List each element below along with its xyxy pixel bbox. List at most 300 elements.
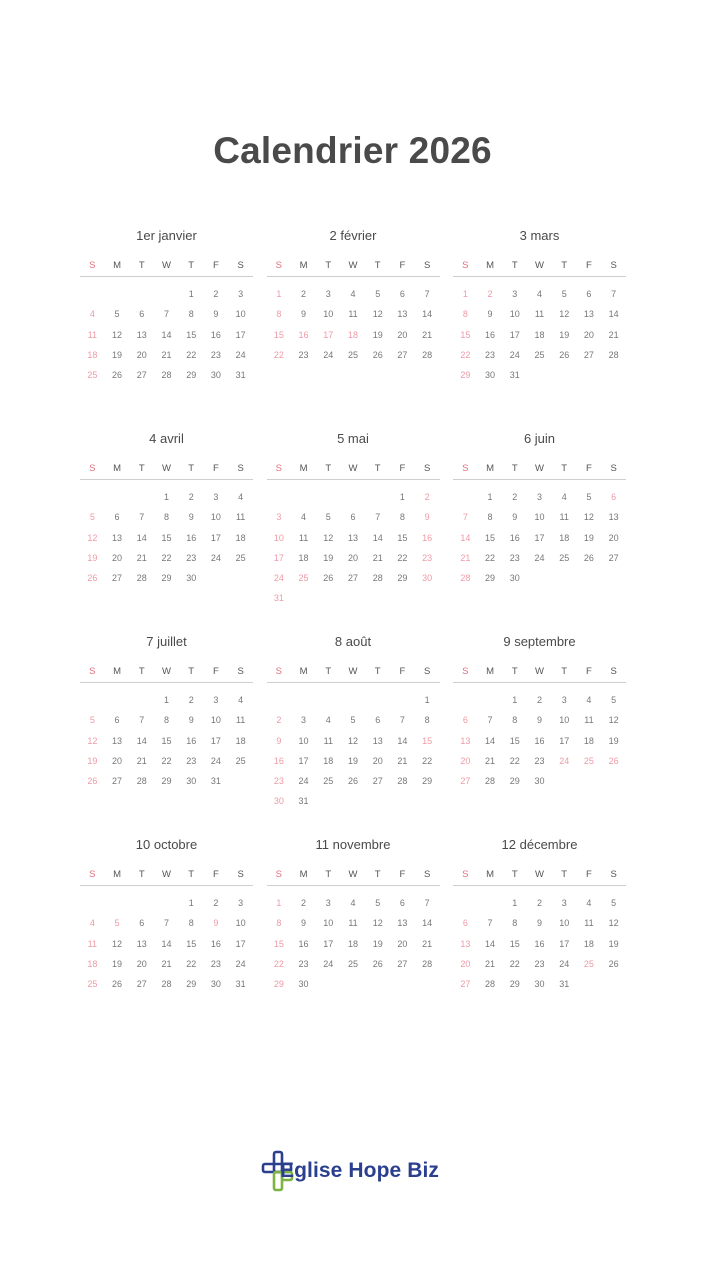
day-cell: 21 (372, 552, 383, 563)
day-cell: 22 (161, 552, 172, 563)
day-cell: 14 (161, 938, 172, 949)
day-cell: 13 (460, 735, 471, 746)
day-cell: 4 (238, 695, 244, 705)
day-cell: 4 (536, 289, 542, 299)
day-cell: 7 (611, 289, 617, 299)
day-cell: 22 (485, 552, 496, 563)
weekday-label: T (374, 869, 381, 880)
day-cell: 16 (534, 938, 545, 949)
day-cell: 24 (323, 958, 334, 969)
day-cell: 15 (161, 735, 172, 746)
day-cell: 27 (372, 776, 383, 787)
day-cell: 7 (399, 715, 405, 726)
weekday-label: S (237, 260, 244, 271)
weekday-label: T (138, 260, 145, 271)
day-cell: 1 (276, 289, 282, 299)
weekday-label: S (610, 869, 617, 880)
day-cell: 1 (163, 492, 169, 502)
day-cell: 29 (460, 370, 471, 381)
day-cell: 10 (235, 309, 246, 320)
day-cell: 6 (375, 715, 381, 726)
day-cell: 12 (87, 735, 98, 746)
weekday-label: M (486, 260, 495, 271)
day-cell: 29 (186, 979, 197, 990)
day-cell: 11 (87, 329, 98, 340)
empty-day (80, 284, 105, 304)
day-grid (453, 690, 626, 791)
day-cell: 23 (210, 958, 221, 969)
weekday-header (267, 662, 440, 683)
day-cell: 17 (210, 532, 221, 543)
weekday-label: T (511, 463, 518, 474)
day-cell: 17 (298, 755, 309, 766)
weekday-label: W (348, 260, 358, 271)
day-cell: 18 (235, 735, 246, 746)
empty-day (341, 690, 366, 710)
weekday-label: M (486, 463, 495, 474)
day-cell: 6 (114, 715, 120, 726)
day-cell: 26 (372, 349, 383, 360)
day-cell: 1 (163, 695, 169, 705)
weekday-label: F (399, 869, 406, 880)
day-cell: 16 (210, 938, 221, 949)
day-cell: 7 (139, 512, 145, 523)
day-cell: 8 (487, 512, 493, 523)
weekday-label: F (399, 260, 406, 271)
weekday-label: S (462, 666, 469, 677)
day-cell: 28 (397, 776, 408, 787)
weekday-label: T (561, 463, 568, 474)
day-cell: 29 (273, 979, 284, 990)
day-cell: 25 (235, 755, 246, 766)
day-cell: 22 (186, 958, 197, 969)
day-cell: 2 (276, 715, 282, 726)
weekday-label: S (275, 869, 283, 880)
day-cell: 26 (608, 958, 619, 969)
month-title: 8 août (334, 634, 372, 649)
day-cell: 26 (583, 552, 594, 563)
day-cell: 3 (561, 898, 567, 908)
day-cell: 17 (509, 329, 520, 340)
day-cell: 22 (273, 349, 284, 360)
day-cell: 9 (424, 512, 430, 523)
day-cell: 30 (210, 979, 221, 990)
day-cell: 28 (372, 573, 383, 584)
day-cell: 16 (509, 532, 520, 543)
day-cell: 20 (460, 755, 471, 766)
day-cell: 25 (534, 349, 545, 360)
empty-day (390, 690, 415, 710)
day-cell: 13 (608, 512, 619, 523)
weekday-label: M (299, 463, 308, 474)
day-grid (80, 284, 253, 385)
empty-day (105, 690, 130, 710)
day-cell: 20 (136, 349, 147, 360)
weekday-label: T (511, 666, 518, 677)
day-cell: 22 (509, 755, 520, 766)
day-cell: 1 (462, 289, 468, 299)
day-cell: 15 (273, 938, 284, 949)
brand-name: Eglise Hope Biz (280, 1159, 440, 1182)
day-cell: 18 (235, 532, 246, 543)
day-cell: 30 (298, 979, 309, 990)
day-cell: 6 (462, 715, 468, 726)
day-cell: 12 (583, 512, 594, 523)
day-cell: 13 (112, 735, 123, 746)
day-cell: 19 (87, 755, 98, 766)
day-cell: 4 (350, 898, 356, 908)
day-cell: 20 (397, 938, 408, 949)
day-cell: 18 (534, 329, 545, 340)
day-cell: 1 (188, 289, 194, 299)
weekday-label: F (586, 869, 592, 880)
day-cell: 28 (161, 979, 172, 990)
day-cell: 12 (608, 715, 619, 726)
weekday-label: F (586, 463, 592, 474)
day-cell: 14 (608, 309, 619, 320)
day-cell: 16 (485, 329, 496, 340)
day-grid (453, 893, 626, 994)
months-grid (80, 226, 626, 1038)
day-cell: 31 (235, 979, 246, 990)
weekday-label: S (89, 666, 96, 677)
day-cell: 25 (323, 776, 334, 787)
day-cell: 27 (608, 552, 619, 563)
day-cell: 3 (213, 492, 219, 502)
month-title: 2 février (329, 228, 377, 243)
empty-day (316, 487, 341, 507)
weekday-label: T (511, 260, 518, 271)
day-cell: 21 (422, 329, 433, 340)
day-grid (267, 893, 440, 994)
weekday-label: W (348, 869, 358, 880)
day-cell: 21 (608, 329, 619, 340)
month-4 (80, 429, 253, 632)
weekday-label: F (213, 260, 219, 271)
day-cell: 28 (136, 573, 147, 584)
day-cell: 2 (213, 289, 219, 299)
weekday-label: S (423, 260, 431, 271)
weekday-label: F (213, 869, 219, 880)
empty-day (154, 284, 179, 304)
day-cell: 1 (399, 492, 405, 502)
day-cell: 5 (325, 512, 331, 523)
day-grid (80, 690, 253, 791)
day-cell: 7 (163, 918, 169, 929)
day-cell: 10 (210, 715, 221, 726)
empty-day (80, 690, 105, 710)
weekday-label: T (138, 463, 145, 474)
weekday-label: F (213, 463, 219, 474)
day-cell: 31 (298, 796, 309, 807)
day-cell: 14 (485, 735, 496, 746)
day-cell: 21 (161, 349, 172, 360)
weekday-label: F (213, 666, 219, 677)
weekday-label: W (535, 260, 544, 271)
day-cell: 23 (298, 958, 309, 969)
day-cell: 20 (372, 755, 383, 766)
day-cell: 10 (323, 918, 334, 929)
day-cell: 17 (235, 329, 246, 340)
day-cell: 14 (485, 938, 496, 949)
weekday-label: W (162, 666, 171, 677)
weekday-label: T (325, 666, 332, 677)
day-cell: 8 (399, 512, 405, 523)
day-cell: 24 (534, 552, 545, 563)
weekday-label: T (561, 869, 568, 880)
day-cell: 4 (561, 492, 567, 502)
weekday-label: M (486, 869, 495, 880)
day-cell: 25 (87, 370, 98, 381)
day-cell: 14 (372, 532, 383, 543)
day-cell: 14 (422, 918, 433, 929)
weekday-label: S (423, 666, 431, 677)
day-cell: 30 (186, 573, 197, 584)
day-cell: 25 (235, 552, 246, 563)
empty-day (316, 690, 341, 710)
day-cell: 16 (186, 735, 197, 746)
weekday-label: S (275, 666, 283, 677)
empty-day (453, 690, 478, 710)
month-10 (80, 835, 253, 1038)
day-cell: 27 (583, 349, 594, 360)
month-5 (267, 429, 440, 632)
day-cell: 15 (273, 329, 284, 340)
day-cell: 25 (583, 755, 594, 766)
day-cell: 10 (273, 532, 284, 543)
day-cell: 22 (186, 349, 197, 360)
empty-day (129, 690, 154, 710)
day-cell: 23 (422, 552, 433, 563)
day-cell: 7 (424, 898, 430, 908)
weekday-label: W (535, 463, 544, 474)
day-cell: 25 (347, 349, 358, 360)
day-grid (267, 690, 440, 812)
month-title: 3 mars (519, 228, 560, 243)
empty-day (129, 487, 154, 507)
weekday-label: T (188, 260, 195, 271)
day-cell: 14 (161, 329, 172, 340)
day-cell: 30 (534, 776, 545, 787)
day-cell: 10 (509, 309, 520, 320)
day-cell: 17 (210, 735, 221, 746)
weekday-label: M (113, 463, 122, 474)
day-cell: 26 (559, 349, 570, 360)
empty-day (453, 893, 478, 913)
weekday-label: M (113, 869, 122, 880)
day-cell: 19 (323, 552, 334, 563)
day-cell: 29 (509, 776, 520, 787)
day-cell: 23 (186, 552, 197, 563)
day-cell: 4 (325, 715, 331, 726)
day-cell: 29 (509, 979, 520, 990)
weekday-header (267, 865, 440, 886)
day-cell: 25 (87, 979, 98, 990)
day-cell: 12 (608, 918, 619, 929)
day-cell: 11 (235, 512, 246, 523)
day-cell: 18 (87, 349, 98, 360)
day-cell: 13 (397, 309, 408, 320)
day-cell: 1 (487, 492, 493, 502)
weekday-label: S (462, 260, 469, 271)
month-8 (267, 632, 440, 835)
day-cell: 26 (112, 979, 123, 990)
day-cell: 23 (186, 755, 197, 766)
day-cell: 7 (163, 309, 169, 320)
day-cell: 21 (161, 958, 172, 969)
day-cell: 25 (298, 573, 309, 584)
empty-day (365, 487, 390, 507)
day-cell: 7 (375, 512, 381, 523)
weekday-label: M (486, 666, 495, 677)
day-cell: 17 (323, 329, 334, 340)
day-cell: 29 (186, 370, 197, 381)
day-cell: 18 (559, 532, 570, 543)
day-cell: 12 (347, 735, 358, 746)
day-cell: 20 (460, 958, 471, 969)
weekday-label: S (610, 463, 617, 474)
empty-day (80, 487, 105, 507)
day-cell: 3 (213, 695, 219, 705)
day-cell: 30 (534, 979, 545, 990)
day-cell: 1 (188, 898, 194, 908)
day-cell: 12 (112, 938, 123, 949)
day-cell: 24 (298, 776, 309, 787)
day-cell: 31 (210, 776, 221, 787)
day-cell: 8 (512, 918, 518, 929)
day-cell: 24 (273, 573, 284, 584)
day-cell: 11 (534, 309, 545, 320)
day-cell: 16 (298, 938, 309, 949)
day-cell: 28 (485, 776, 496, 787)
day-cell: 25 (347, 958, 358, 969)
day-cell: 1 (512, 695, 518, 705)
day-cell: 13 (583, 309, 594, 320)
day-cell: 12 (372, 309, 383, 320)
day-cell: 27 (136, 979, 147, 990)
weekday-label: S (89, 869, 96, 880)
day-cell: 29 (485, 573, 496, 584)
day-cell: 17 (534, 532, 545, 543)
day-cell: 24 (559, 755, 570, 766)
weekday-label: M (113, 666, 122, 677)
day-cell: 27 (397, 958, 408, 969)
day-cell: 1 (512, 898, 518, 908)
day-cell: 12 (372, 918, 383, 929)
empty-day (291, 487, 316, 507)
day-cell: 5 (114, 309, 120, 320)
day-cell: 24 (235, 349, 246, 360)
month-12 (453, 835, 626, 1038)
day-cell: 24 (210, 755, 221, 766)
day-cell: 23 (210, 349, 221, 360)
day-cell: 30 (186, 776, 197, 787)
day-cell: 8 (462, 309, 468, 320)
weekday-header (453, 459, 626, 480)
day-cell: 1 (276, 898, 282, 908)
day-cell: 20 (136, 958, 147, 969)
day-cell: 2 (424, 492, 430, 502)
weekday-label: S (237, 869, 244, 880)
day-cell: 4 (301, 512, 307, 523)
day-cell: 11 (348, 309, 358, 320)
day-cell: 6 (350, 512, 356, 523)
empty-day (267, 690, 292, 710)
day-cell: 14 (136, 532, 147, 543)
day-cell: 8 (163, 512, 169, 523)
weekday-header (80, 459, 253, 480)
weekday-label: W (348, 463, 358, 474)
day-cell: 16 (422, 532, 433, 543)
day-grid (80, 893, 253, 994)
day-cell: 26 (372, 958, 383, 969)
day-cell: 22 (422, 755, 433, 766)
day-cell: 3 (561, 695, 567, 705)
day-cell: 28 (422, 958, 433, 969)
day-cell: 23 (298, 349, 309, 360)
weekday-label: T (325, 869, 332, 880)
page-title: Calendrier 2026 (213, 130, 492, 171)
month-11 (267, 835, 440, 1038)
weekday-label: W (162, 260, 171, 271)
day-cell: 11 (235, 715, 246, 726)
month-title: 4 avril (149, 431, 184, 446)
day-cell: 9 (536, 918, 542, 929)
day-cell: 13 (136, 938, 147, 949)
day-cell: 24 (559, 958, 570, 969)
weekday-label: S (610, 260, 617, 271)
day-cell: 2 (213, 898, 219, 908)
month-2 (267, 226, 440, 429)
month-title: 9 septembre (503, 634, 576, 649)
empty-day (154, 893, 179, 913)
day-cell: 16 (273, 755, 284, 766)
day-cell: 11 (87, 938, 98, 949)
day-cell: 10 (323, 309, 334, 320)
month-title: 7 juillet (146, 634, 187, 649)
weekday-label: F (586, 666, 592, 677)
day-cell: 5 (89, 512, 95, 523)
day-grid (267, 487, 440, 609)
day-cell: 6 (139, 918, 145, 929)
day-cell: 5 (350, 715, 356, 726)
month-title: 10 octobre (135, 837, 198, 852)
day-cell: 10 (559, 715, 570, 726)
day-cell: 6 (586, 289, 592, 299)
day-cell: 21 (485, 958, 496, 969)
weekday-label: T (188, 463, 195, 474)
day-cell: 11 (584, 715, 594, 726)
day-cell: 3 (325, 289, 331, 299)
day-cell: 7 (487, 715, 493, 726)
day-cell: 15 (161, 532, 172, 543)
day-cell: 30 (210, 370, 221, 381)
month-title: 12 décembre (501, 837, 578, 852)
day-cell: 19 (112, 958, 123, 969)
day-cell: 12 (112, 329, 123, 340)
month-3 (453, 226, 626, 429)
day-cell: 13 (112, 532, 123, 543)
weekday-header (80, 256, 253, 277)
month-title: 6 juin (523, 431, 556, 446)
day-cell: 4 (89, 918, 95, 929)
weekday-label: S (423, 463, 431, 474)
day-cell: 13 (347, 532, 358, 543)
day-cell: 24 (509, 349, 520, 360)
day-cell: 16 (186, 532, 197, 543)
weekday-label: S (610, 666, 617, 677)
day-cell: 5 (114, 918, 120, 929)
